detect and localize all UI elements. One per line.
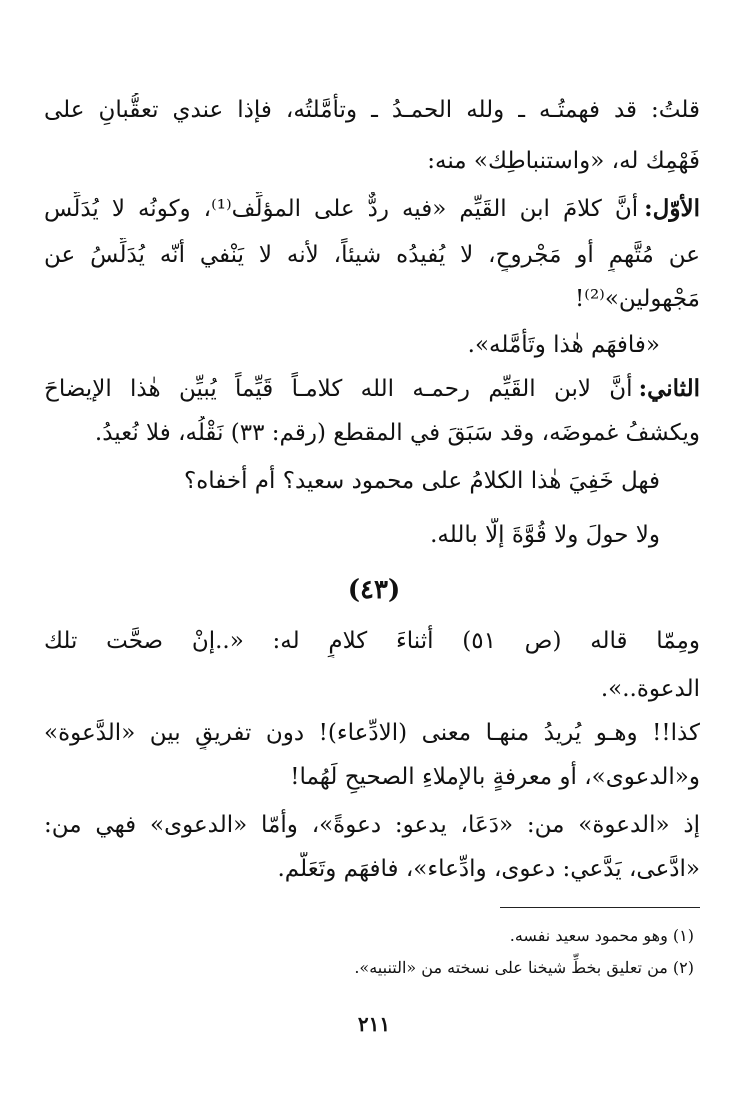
paragraph-5-line-1: فهل خَفِيَ هٰذا الكلامُ على محمود سعيد؟ أم أخفاه؟	[183, 468, 660, 494]
footnote-2: (٢) من تعليق بخطِّ شيخنا على نسخته من «التنبيه».	[354, 958, 694, 977]
footnote-divider	[500, 907, 700, 908]
paragraph-2-line-3: مَجْهولين»⁽²⁾!	[575, 286, 700, 312]
paragraph-2-line-1-text: أنَّ كلامَ ابن القَيِّم «فيه ردٌّ على المؤلِّف⁽¹⁾، وكونُه لا يُدَلِّس	[44, 196, 639, 222]
paragraph-9-line-2: «ادَّعى، يَدَّعي: دعوى، وادِّعاء»، فافهَم وتَعَلَّم.	[277, 856, 700, 882]
paragraph-9-line-1: إذ «الدعوة» من: «دَعَا، يدعو: دعوةً»، وأمّا «الدعوى» فهي من:	[44, 812, 700, 838]
paragraph-3-line-1: «فافهَم هٰذا وتَأمَّله».	[467, 332, 660, 358]
paragraph-7-line-1: ومِمّا قاله (ص ٥١) أثناءَ كلامٍ له: «..إنْ صحَّت تلك	[44, 628, 700, 654]
paragraph-6-line-1: ولا حولَ ولا قُوَّةَ إلّا بالله.	[430, 522, 660, 548]
paragraph-2-lead: الأوّل:	[644, 195, 700, 222]
paragraph-2-line-2: عن مُتَّهمٍ أو مَجْروحٍ، لا يُفيدُه شيئاً، لأنه لا يَنْفي أنّه يُدَلِّسُ عن	[44, 242, 700, 268]
paragraph-4-line-1-text: أنَّ لابن القَيِّم رحمـه الله كلامـاً قَيِّماً يُبيِّن هٰذا الإيضاحَ	[44, 376, 633, 402]
footnote-1: (١) وهو محمود سعيد نفسه.	[509, 926, 694, 945]
paragraph-4-lead: الثاني:	[638, 375, 700, 402]
paragraph-7-line-2: الدعوة..».	[600, 676, 700, 702]
paragraph-4-line-2: ويكشفُ غموضَه، وقد سَبَقَ في المقطع (رقم: ٣٣) نَقْلُه، فلا نُعيدُ.	[94, 420, 700, 446]
paragraph-1-line-1: قلتُ: قد فهمتُـه ـ ولله الحمـدُ ـ وتأمَّلتُه، فإذا عندي تعقُّبانِ على	[44, 97, 700, 123]
paragraph-2-line-1	[44, 192, 700, 226]
paragraph-4-line-1	[44, 372, 700, 406]
page-number: ٢١١	[357, 1012, 391, 1036]
paragraph-8-line-2: و«الدعوى»، أو معرفةٍ بالإملاءِ الصحيحِ لَهُما!	[290, 764, 700, 790]
paragraph-8-line-1: كذا!! وهـو يُريدُ منهـا معنى (الادِّعاء)! دون تفريقٍ بين «الدَّعوة»	[44, 720, 700, 746]
paragraph-1-line-2: فَهْمِك له، «واستنباطِك» منه:	[427, 148, 700, 174]
section-number: (٤٣)	[347, 575, 401, 605]
